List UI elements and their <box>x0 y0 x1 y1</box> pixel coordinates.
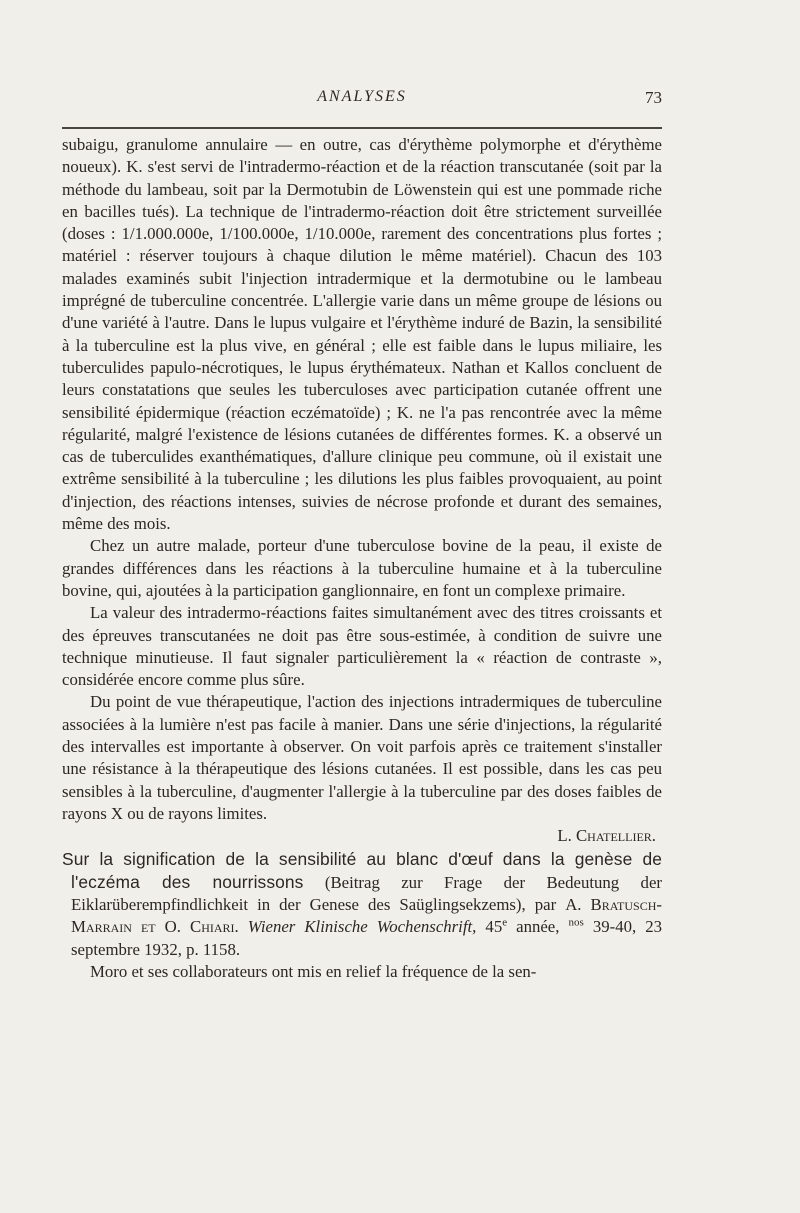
article-title: Sur la signification de la sensibilité au blanc d'œuf dans la genèse de l'eczéma des nourrissons <box>62 848 662 892</box>
paragraph-2: Chez un autre malade, porteur d'une tuberculose bovine de la peau, il existe de grandes différences dans les réactions à la tuberculine humaine et à la tuberculine bovine, qui, ajoutées à la participation ganglionnaire, en font un complexe primaire. <box>62 536 662 600</box>
paragraph-3: La valeur des intradermo-réactions faites simultanément avec des titres croissants et des épreuves transcutanées ne doit pas être sous-estimée, à condition de suivre une technique minutieuse. Il faut signaler particulièrement la « réaction de contraste », considérée encore comme plus sûre. <box>62 603 662 690</box>
article-issue: 39-40, 23 septembre 1932, p. 1158. <box>71 917 662 959</box>
article-authors: A. Bratusch-Marrain et O. Chiari. <box>71 895 662 937</box>
article-reference <box>62 848 662 961</box>
body-text <box>62 134 662 983</box>
paragraph-1: subaigu, granulome annulaire — en outre, cas d'érythème polymorphe et d'érythème noueux). K. s'est servi de l'intradermo-réaction et de la réaction transcutanée (soit par la méthode du lambeau, soit par la Dermotubin de Löwenstein qui est une pommade riche en bacilles tués). La technique de l'intradermo-réaction doit être strictement surveillée (doses : 1/1.000.000e, 1/100.000e, 1/10.000e, rarement des concentrations plus fortes ; matériel : réserver toujours à chaque dilution le même matériel). Chacun des 103 malades examinés subit l'injection intradermique et la dermotubine ou le lambeau imprégné de tuberculine concentrée. L'allergie varie dans un même groupe de lésions ou d'une variété à l'autre. Dans le lupus vulgaire et l'érythème induré de Bazin, la sensibilité à la tuberculine est la plus vive, en général ; elle est faible dans le lupus miliaire, les tuberculides papulo-nécrotiques, le lupus érythémateux. Nathan et Kallos concluent de leurs constatations que seules les tuberculoses avec participation cutanée offrent une sensibilité épidermique (réaction eczématoïde) ; K. ne l'a pas rencontrée avec la même régularité, malgré l'existence de lésions cutanées de différentes formes. K. a observé un cas de tuberculides exanthématiques, d'allure clinique peu commune, où il existait une extrême sensibilité à la tuberculine ; les dilutions les plus faibles provoquaient, au point d'injection, des réactions intenses, suivies de nécrose profonde et durant des semaines, même des mois. <box>62 135 662 534</box>
article-year-superscript: e <box>502 916 508 929</box>
page-header <box>62 88 662 112</box>
page-number: 73 <box>645 88 662 107</box>
author-signature: L. Chatellier. <box>557 826 656 846</box>
article-original-title: (Beitrag zur Frage der Bedeutung der Eiklarüberempfindlichkeit in der Genese des Saüglingsekzems), par <box>71 872 662 915</box>
header-rule <box>62 127 662 129</box>
running-title: ANALYSES <box>317 88 407 105</box>
article-nos-label: nos <box>568 916 584 929</box>
paragraph-last: Moro et ses collaborateurs ont mis en relief la fréquence de la sen- <box>90 961 537 981</box>
article-journal: Wiener Klinische Wochenschrift, <box>247 917 477 937</box>
article-year-number: 45 <box>485 917 503 937</box>
paragraph-4: Du point de vue thérapeutique, l'action des injections intradermiques de tuberculine associées à la lumière n'est pas facile à manier. Dans une série d'injections, la régularité des intervalles est importante à observer. On voit parfois après ce traitement s'installer une résistance à la thérapeutique des lésions cutanées. Il est possible, dans les cas peu sensibles à la tuberculine, d'augmenter l'allergie à la tuberculine par des doses faibles de rayons X ou de rayons limites. <box>62 692 662 823</box>
article-year-word: année, <box>507 917 569 937</box>
